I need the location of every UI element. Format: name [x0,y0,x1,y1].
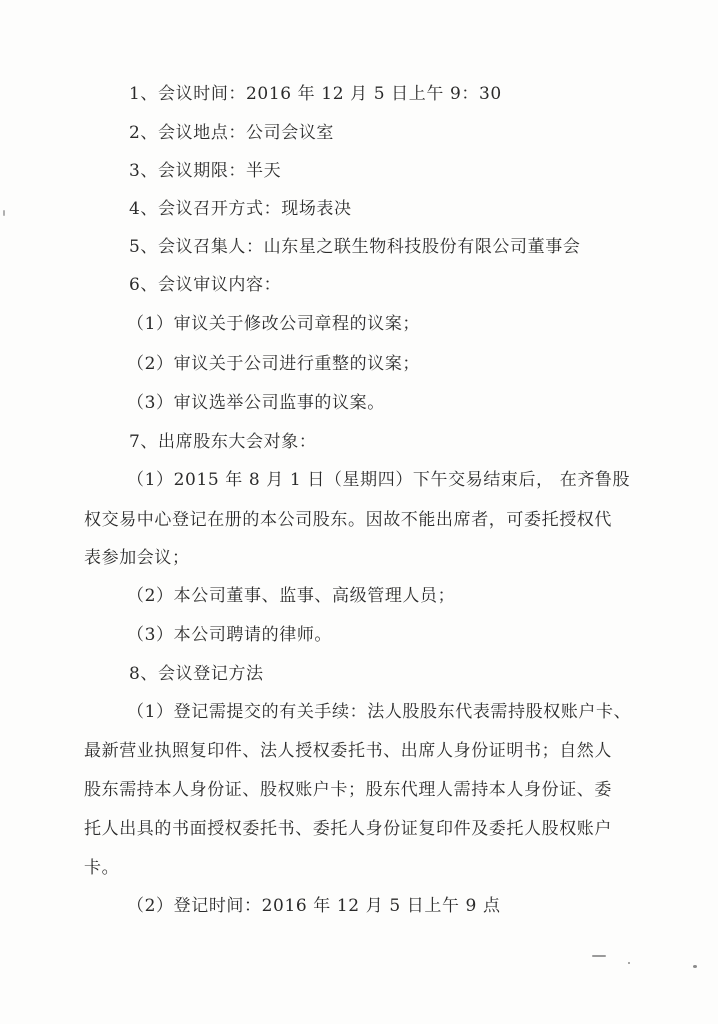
meeting-location-line: 2、会议地点：公司会议室 [129,123,335,143]
registration-item-1-line-5: 卡。 [84,858,120,878]
attendees-item-1-line-1: （1）2015 年 8 月 1 日（星期四）下午交易结束后， 在齐鲁股 [127,470,631,490]
agenda-item-3: （3）审议选举公司监事的议案。 [127,393,385,413]
meeting-duration-line: 3、会议期限：半天 [129,161,282,181]
agenda-item-2: （2）审议关于公司进行重整的议案； [127,354,421,374]
meeting-time-line: 1、会议时间：2016 年 12 月 5 日上午 9：30 [129,84,502,104]
scan-speck [592,955,606,957]
attendees-heading: 7、出席股东大会对象： [129,432,317,452]
agenda-item-1: （1）审议关于修改公司章程的议案； [127,314,421,334]
attendees-item-2: （2）本公司董事、监事、高级管理人员； [127,586,456,606]
meeting-format-line: 4、会议召开方式：现场表决 [129,199,352,219]
registration-item-2: （2）登记时间：2016 年 12 月 5 日上午 9 点 [127,896,501,916]
registration-item-1-line-3: 股东需持本人身份证、股权账户卡；股东代理人需持本人身份证、委 [84,780,612,800]
attendees-item-3: （3）本公司聘请的律师。 [127,625,333,645]
registration-item-1-line-4: 托人出具的书面授权委托书、委托人身份证复印件及委托人股权账户 [84,819,612,839]
scan-speck [693,965,697,968]
attendees-item-1-line-3: 表参加会议； [84,548,190,568]
scan-speck [628,962,630,964]
registration-heading: 8、会议登记方法 [129,664,264,684]
scan-speck [3,210,5,216]
agenda-heading: 6、会议审议内容： [129,275,282,295]
registration-item-1-line-2: 最新营业执照复印件、法人授权委托书、出席人身份证明书；自然人 [84,741,612,761]
attendees-item-1-line-2: 权交易中心登记在册的本公司股东。因故不能出席者，可委托授权代 [84,510,612,530]
registration-item-1-line-1: （1）登记需提交的有关手续：法人股股东代表需持股权账户卡、 [127,702,632,722]
meeting-convener-line: 5、会议召集人：山东星之联生物科技股份有限公司董事会 [129,237,581,257]
